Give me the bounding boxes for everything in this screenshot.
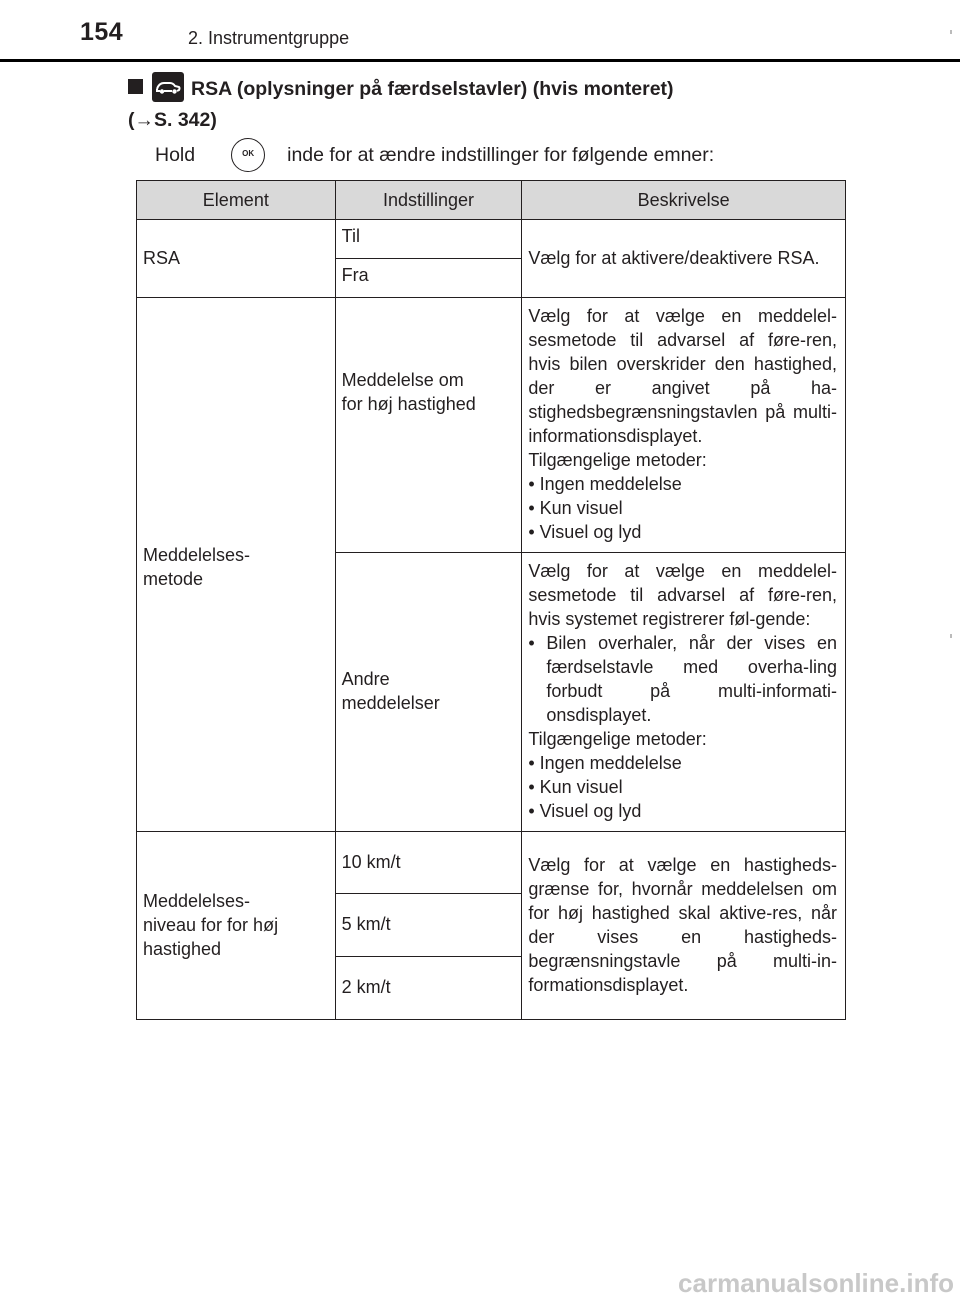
settings-table: [136, 180, 846, 1020]
methods-label: Tilgængelige metoder:: [528, 450, 707, 470]
cell-setting: Meddelelse om for høj hastighed: [335, 298, 522, 553]
instruction-text: inde for at ændre indstillinger for følgende emner:: [287, 144, 715, 166]
cell-setting: 10 km/t: [335, 832, 522, 894]
page-number: 154: [80, 18, 124, 46]
table-header-row: [137, 181, 846, 220]
cell-description: [522, 298, 846, 553]
hold-text: Hold: [155, 144, 196, 166]
description-text: Vælg for at vælge en meddelel-sesmetode til advarsel af føre-ren, hvis systemet registrerer føl-gende:: [528, 561, 837, 629]
title-paren: (: [128, 109, 135, 131]
square-bullet-icon: [128, 79, 143, 94]
edge-mark-mid: [950, 634, 952, 638]
list-item: • Visuel og lyd: [528, 522, 642, 542]
list-item: • Visuel og lyd: [528, 801, 642, 821]
section-title: [128, 72, 908, 136]
methods-label: Tilgængelige metoder:: [528, 729, 707, 749]
header-element: Element: [137, 181, 336, 220]
cell-description: Vælg for at aktivere/deaktivere RSA.: [522, 220, 846, 298]
table-row: [137, 832, 846, 894]
section-title-line1: RSA (oplysninger på færdselstavler) (hvis monteret): [191, 78, 674, 100]
cell-setting: Andre meddelelser: [335, 553, 522, 832]
list-item: • Ingen meddelelse: [528, 753, 682, 773]
rsa-sign-icon: [152, 72, 184, 102]
cell-description: Vælg for at vælge en hastigheds-grænse for, hvornår meddelelsen om for høj hastighed skal aktive-res, når der vises en hastigheds-begrænsningstavle på multi-in-formationsdisplayet.: [522, 832, 846, 1020]
page-reference: S. 342): [154, 109, 217, 131]
list-item: • Kun visuel: [528, 498, 623, 518]
header-settings: Indstillinger: [335, 181, 522, 220]
cell-element: Meddelelses- metode: [137, 298, 336, 832]
cell-element: Meddelelses- niveau for for høj hastighed: [137, 832, 336, 1020]
cell-setting: 2 km/t: [335, 957, 522, 1020]
table-row: [137, 220, 846, 259]
cell-setting: Til: [335, 220, 522, 259]
table-row: [137, 298, 846, 553]
arrow-icon: →: [134, 109, 154, 131]
description-text: Vælg for at vælge en meddelel-sesmetode til advarsel af føre-ren, hvis bilen overskrider den hastighed, der er angivet på ha-stighedsbegrænsningstavlen på multi-informationsdisplayet.: [528, 306, 837, 446]
edge-mark-top: [950, 30, 952, 34]
chapter-title: 2. Instrumentgruppe: [188, 28, 350, 48]
watermark: carmanualsonline.info: [678, 1268, 954, 1298]
header-rule: [0, 59, 960, 62]
ok-button-icon: [231, 138, 265, 172]
list-item: • Ingen meddelelse: [528, 474, 682, 494]
instruction-line: [155, 138, 714, 172]
list-item: • Bilen overhaler, når der vises en færdselstavle med overha-ling forbudt på multi-informati-onsdisplayet.: [528, 633, 837, 725]
cell-description: [522, 553, 846, 832]
list-item: • Kun visuel: [528, 777, 623, 797]
cell-setting: 5 km/t: [335, 894, 522, 957]
cell-setting: Fra: [335, 259, 522, 298]
cell-element: RSA: [137, 220, 336, 298]
ok-label: OK: [242, 149, 255, 158]
header-description: Beskrivelse: [522, 181, 846, 220]
